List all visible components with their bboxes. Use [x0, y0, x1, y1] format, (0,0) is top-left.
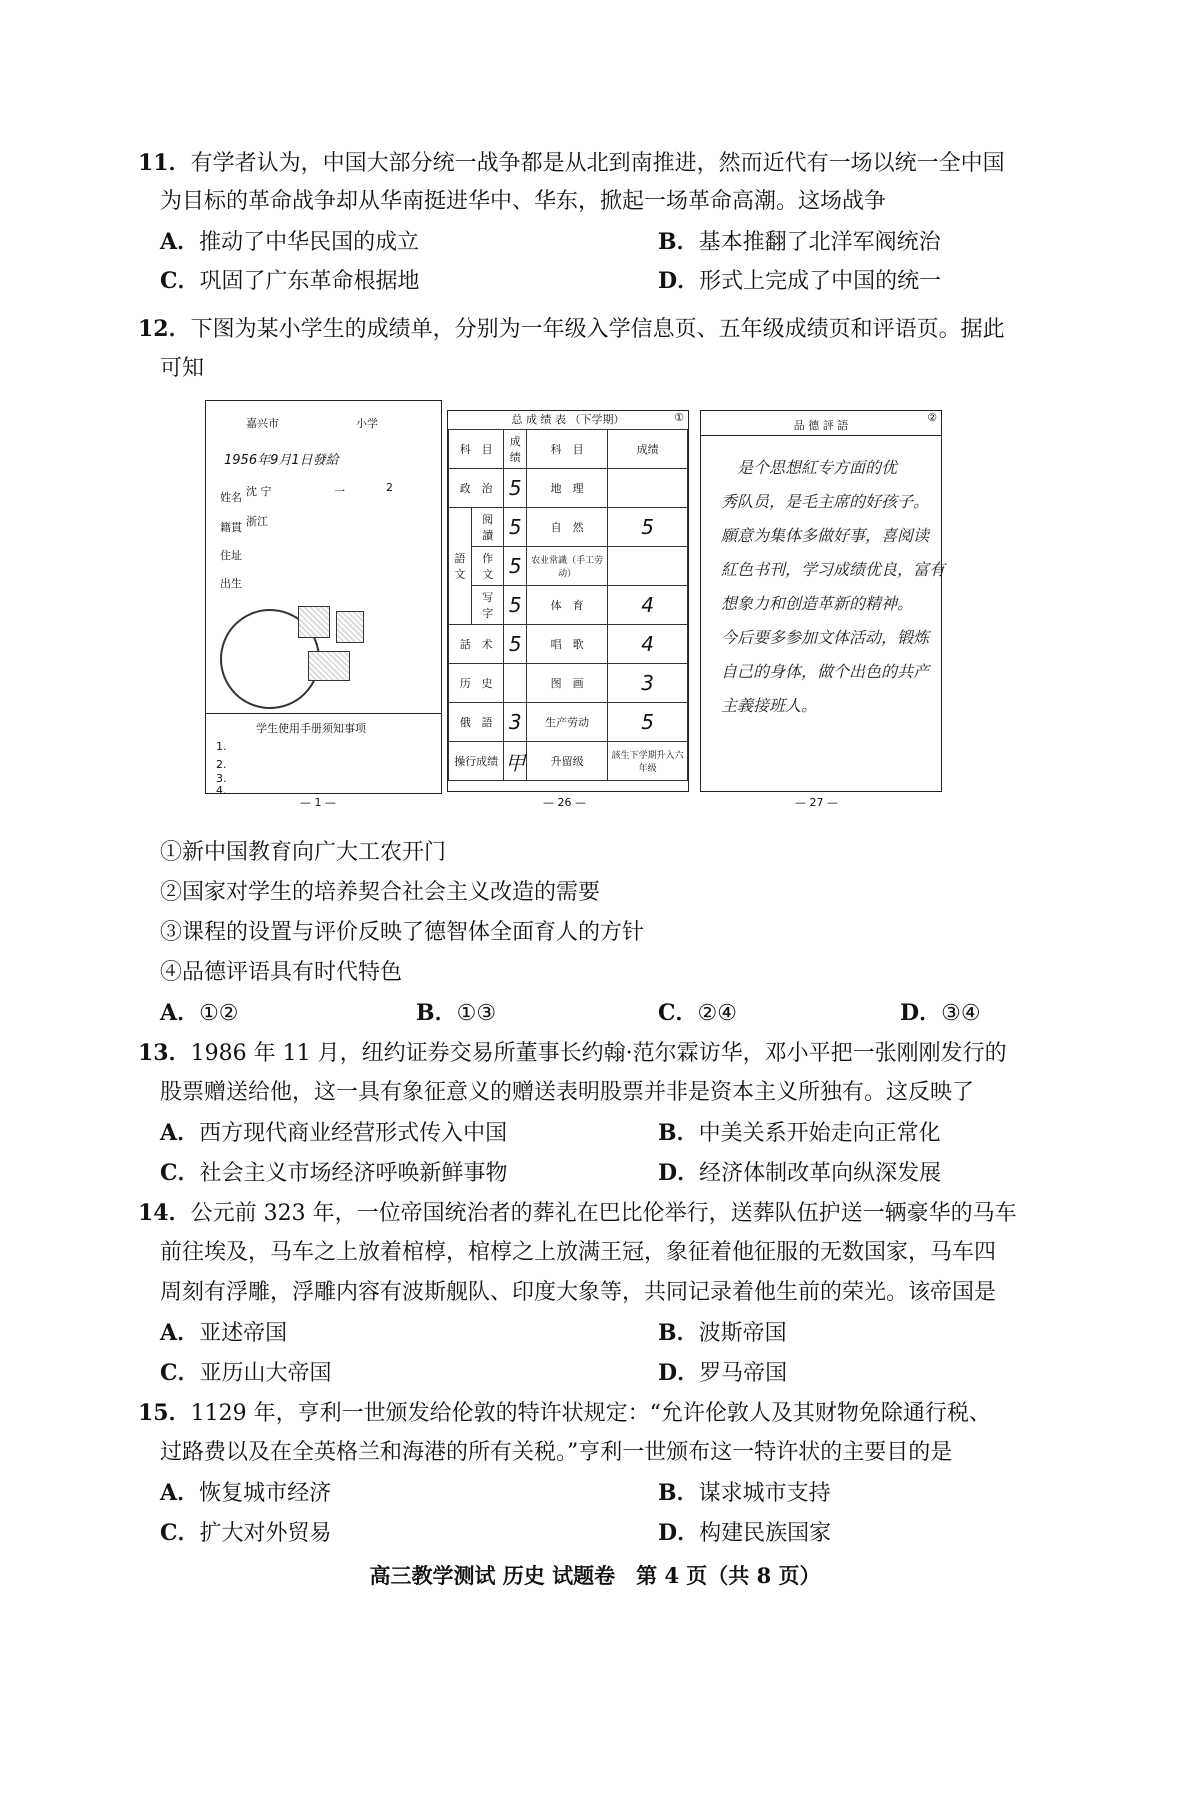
q12-statement-3: ③课程的设置与评价反映了德智体全面育人的方针	[160, 920, 645, 945]
q12-statement-1: ①新中国教育向广大工农开门	[160, 840, 447, 865]
language-group-label: 語 文	[449, 508, 472, 625]
q12-statement-4: ④品德评语具有时代特色	[160, 960, 403, 985]
q11-option-d[interactable]	[658, 266, 941, 297]
score-cell: 5	[504, 547, 527, 586]
subject-cell: 俄 語	[449, 703, 504, 742]
notice-item: 4.	[216, 784, 227, 797]
option-letter: B．	[658, 229, 699, 255]
subject-cell: 唱 歌	[527, 625, 608, 664]
option-text: 亚述帝国	[199, 1321, 288, 1346]
subject-cell: 体 育	[527, 586, 608, 625]
q14-option-a[interactable]	[160, 1318, 287, 1349]
score-cell	[608, 469, 688, 508]
q14-option-c[interactable]	[160, 1358, 332, 1389]
option-letter: D．	[658, 268, 700, 294]
notice-section	[206, 713, 441, 797]
origin-value: 浙江	[246, 515, 268, 528]
subject-cell: 話 术	[449, 625, 504, 664]
table-row	[449, 508, 688, 547]
option-text: 形式上完成了中国的统一	[699, 269, 942, 294]
option-text: 恢复城市经济	[199, 1481, 332, 1506]
q12-option-a[interactable]	[160, 998, 239, 1029]
header-cell: 成绩	[608, 430, 688, 469]
option-text: ③④	[941, 1001, 981, 1026]
header-cell: 科 目	[449, 430, 504, 469]
q14-stem-line3: 周刻有浮雕，浮雕内容有波斯舰队、印度大象等，共同记录着他生前的荣光。该帝国是	[160, 1280, 997, 1305]
option-text: 扩大对外贸易	[199, 1521, 332, 1546]
option-letter: A．	[160, 1000, 200, 1026]
option-letter: D．	[658, 1360, 700, 1386]
option-text: 巩固了广东革命根据地	[199, 269, 420, 294]
option-letter: B．	[658, 1120, 699, 1146]
q13-stem-line2: 股票赠送给他，这一具有象征意义的赠送表明股票并非是资本主义所独有。这反映了	[160, 1080, 975, 1105]
comments-page	[700, 410, 946, 792]
corner-mark: ②	[927, 411, 937, 424]
conduct-value: 甲	[504, 742, 527, 781]
comment-line: 是个思想紅专方面的优	[737, 458, 898, 477]
q14-stem-line2: 前往埃及，马车之上放着棺椁，棺椁之上放满王冠，象征着他征服的无数国家，马车四	[160, 1240, 997, 1265]
q13-stem-line1	[138, 1038, 1007, 1069]
table-header-row	[449, 430, 688, 469]
option-text: 基本推翻了北洋军阀统治	[698, 230, 941, 255]
origin-label: 籍貫	[220, 521, 242, 534]
q15-number: 15．	[138, 1400, 191, 1426]
option-text: ①③	[456, 1001, 497, 1026]
q13-option-c[interactable]	[160, 1158, 508, 1189]
option-text: 西方现代商业经营形式传入中国	[199, 1121, 508, 1146]
enrollment-page	[205, 400, 442, 797]
promote-label: 升留级	[527, 742, 608, 781]
name-value: 沈 宁	[246, 485, 272, 498]
option-text: 社会主义市场经济呼唤新鲜事物	[199, 1161, 508, 1186]
q15-option-a[interactable]	[160, 1478, 331, 1509]
q11-option-c[interactable]	[160, 266, 420, 297]
page-number-27: — 27 —	[795, 796, 838, 809]
page-number-26: — 26 —	[543, 796, 586, 809]
header-cell: 科 目	[527, 430, 608, 469]
subject-cell: 自 然	[527, 508, 608, 547]
q12-option-c[interactable]	[658, 998, 737, 1029]
score-cell	[504, 664, 527, 703]
subject-cell: 地 理	[527, 469, 608, 508]
subject-cell: 政 治	[449, 469, 504, 508]
option-letter: B．	[658, 1480, 699, 1506]
comment-line: 自己的身体，做个出色的共产	[721, 662, 930, 681]
option-letter: D．	[900, 1000, 942, 1026]
q14-stem-text1: 公元前 323 年，一位帝国统治者的葬礼在巴比伦举行，送葬队伍护送一辆豪华的马车	[190, 1201, 1017, 1226]
option-letter: C．	[160, 1160, 200, 1186]
q11-number: 11．	[138, 150, 191, 176]
q12-stem-line1	[138, 314, 1005, 345]
notice-title: 学生使用手册须知事项	[256, 722, 366, 735]
q12-option-d[interactable]	[900, 998, 981, 1029]
option-text: 中美关系开始走向正常化	[698, 1121, 941, 1146]
table-row	[449, 703, 688, 742]
option-letter: D．	[658, 1520, 700, 1546]
option-text: 构建民族国家	[699, 1521, 832, 1546]
grades-page	[447, 410, 689, 792]
notice-item: 3.	[216, 772, 227, 785]
class-value: 2	[386, 481, 393, 494]
grades-title: 总 成 绩 表 （下学期）	[511, 413, 625, 426]
school-label: 小学	[356, 417, 378, 430]
conduct-label: 操行成绩	[449, 742, 504, 781]
q15-stem-line1	[138, 1398, 991, 1429]
comments-title: 品 德 評 語	[793, 419, 849, 432]
option-letter: B．	[658, 1320, 699, 1346]
score-cell: 4	[608, 625, 688, 664]
q15-stem-line2: 过路费以及在全英格兰和海港的所有关税。”亨利一世颁布这一特许状的主要目的是	[160, 1440, 953, 1465]
q15-option-c[interactable]	[160, 1518, 332, 1549]
option-letter: C．	[160, 1360, 200, 1386]
option-letter: A．	[160, 1480, 200, 1506]
address-label: 住址	[220, 549, 242, 562]
table-row	[449, 547, 688, 586]
score-cell: 5	[504, 586, 527, 625]
q15-stem-text1: 1129 年，亨利一世颁发给伦敦的特许状规定：“允许伦敦人及其财物免除通行税、	[190, 1401, 991, 1426]
option-letter: C．	[160, 268, 200, 294]
q13-option-b[interactable]	[658, 1118, 941, 1149]
option-text: 经济体制改革向纵深发展	[699, 1161, 942, 1186]
score-cell: 3	[608, 664, 688, 703]
q12-stem-line2: 可知	[160, 356, 205, 381]
option-text: 推动了中华民国的成立	[199, 230, 420, 255]
option-letter: B．	[416, 1000, 457, 1026]
q14-option-b[interactable]	[658, 1318, 787, 1349]
notice-item: 2.	[216, 758, 227, 771]
q15-option-d[interactable]	[658, 1518, 831, 1549]
option-text: ①②	[199, 1001, 239, 1026]
report-card-figure	[205, 400, 946, 820]
issue-date: 1956年9月1日發給	[224, 453, 339, 468]
table-row	[449, 742, 688, 781]
q12-stem-text1: 下图为某小学生的成绩单，分别为一年级入学信息页、五年级成绩页和评语页。据此	[190, 317, 1005, 342]
q12-number: 12．	[138, 316, 191, 342]
option-letter: D．	[658, 1160, 700, 1186]
q13-number: 13．	[138, 1040, 191, 1066]
subject-cell: 写 字	[472, 586, 504, 625]
option-letter: A．	[160, 1320, 200, 1346]
header-cell: 成绩	[504, 430, 527, 469]
option-letter: C．	[658, 1000, 698, 1026]
score-cell: 5	[608, 703, 688, 742]
option-text: 波斯帝国	[698, 1321, 787, 1346]
option-text: ②④	[697, 1001, 737, 1026]
q13-stem-text1: 1986 年 11 月，纽约证券交易所董事长约翰·范尔霖访华，邓小平把一张刚刚发行的	[190, 1041, 1007, 1066]
grade-value: 一	[334, 485, 345, 498]
q11-option-b[interactable]	[658, 227, 941, 258]
score-cell: 5	[504, 508, 527, 547]
comment-line: 今后要多参加文体活动，锻炼	[721, 628, 930, 647]
table-row	[449, 586, 688, 625]
subject-cell: 图 画	[527, 664, 608, 703]
score-cell: 5	[504, 625, 527, 664]
comment-line: 紅色书刊，学习成绩优良，富有	[721, 560, 946, 579]
option-letter: A．	[160, 229, 200, 255]
q12-option-b[interactable]	[416, 998, 496, 1029]
page-footer: 高三教学测试 历史 试题卷 第 4 页（共 8 页）	[369, 1563, 821, 1588]
comment-line: 想象力和创造革新的精神。	[721, 594, 914, 613]
comment-line: 主義接班人。	[721, 696, 818, 715]
score-cell: 5	[608, 508, 688, 547]
comment-line: 願意为集体多做好事，喜阅读	[721, 526, 930, 545]
comment-line: 秀队员，是毛主席的好孩子。	[721, 492, 930, 511]
option-text: 谋求城市支持	[698, 1481, 831, 1506]
subject-cell: 作 文	[472, 547, 504, 586]
city-label: 嘉兴市	[246, 417, 279, 430]
table-row	[449, 469, 688, 508]
q15-option-b[interactable]	[658, 1478, 831, 1509]
name-label: 姓名	[220, 491, 242, 504]
subject-cell: 历 史	[449, 664, 504, 703]
option-letter: A．	[160, 1120, 200, 1146]
q14-number: 14．	[138, 1200, 191, 1226]
birth-label: 出生	[220, 577, 242, 590]
square-stamp	[298, 606, 330, 638]
table-row	[449, 625, 688, 664]
option-text: 亚历山大帝国	[199, 1361, 332, 1386]
score-cell: 4	[608, 586, 688, 625]
q13-option-a[interactable]	[160, 1118, 507, 1149]
q11-option-a[interactable]	[160, 227, 419, 258]
page-number-1: — 1 —	[300, 796, 336, 809]
score-cell: 3	[504, 703, 527, 742]
corner-mark: ①	[674, 411, 684, 424]
title-divider	[701, 435, 941, 436]
option-text: 罗马帝国	[699, 1361, 788, 1386]
score-cell: 5	[504, 469, 527, 508]
q14-option-d[interactable]	[658, 1358, 787, 1389]
q14-stem-line1	[138, 1198, 1017, 1229]
subject-cell: 生产劳动	[527, 703, 608, 742]
q13-option-d[interactable]	[658, 1158, 941, 1189]
promote-value: 該生下学期升入六年级	[608, 742, 688, 781]
grades-table	[448, 429, 688, 781]
square-stamp	[336, 611, 364, 643]
subject-cell: 阅 讀	[472, 508, 504, 547]
q12-statement-2: ②国家对学生的培养契合社会主义改造的需要	[160, 880, 601, 905]
q11-stem-text1: 有学者认为，中国大部分统一战争都是从北到南推进，然而近代有一场以统一全中国	[190, 151, 1005, 176]
subject-cell: 农业常識（手工劳动）	[527, 547, 608, 586]
table-row	[449, 664, 688, 703]
square-stamp	[308, 651, 350, 681]
score-cell	[608, 547, 688, 586]
q11-stem-line2: 为目标的革命战争却从华南挺进华中、华东，掀起一场革命高潮。这场战争	[160, 189, 887, 214]
notice-item: 1.	[216, 740, 227, 753]
q11-stem-line1	[138, 148, 1005, 179]
option-letter: C．	[160, 1520, 200, 1546]
